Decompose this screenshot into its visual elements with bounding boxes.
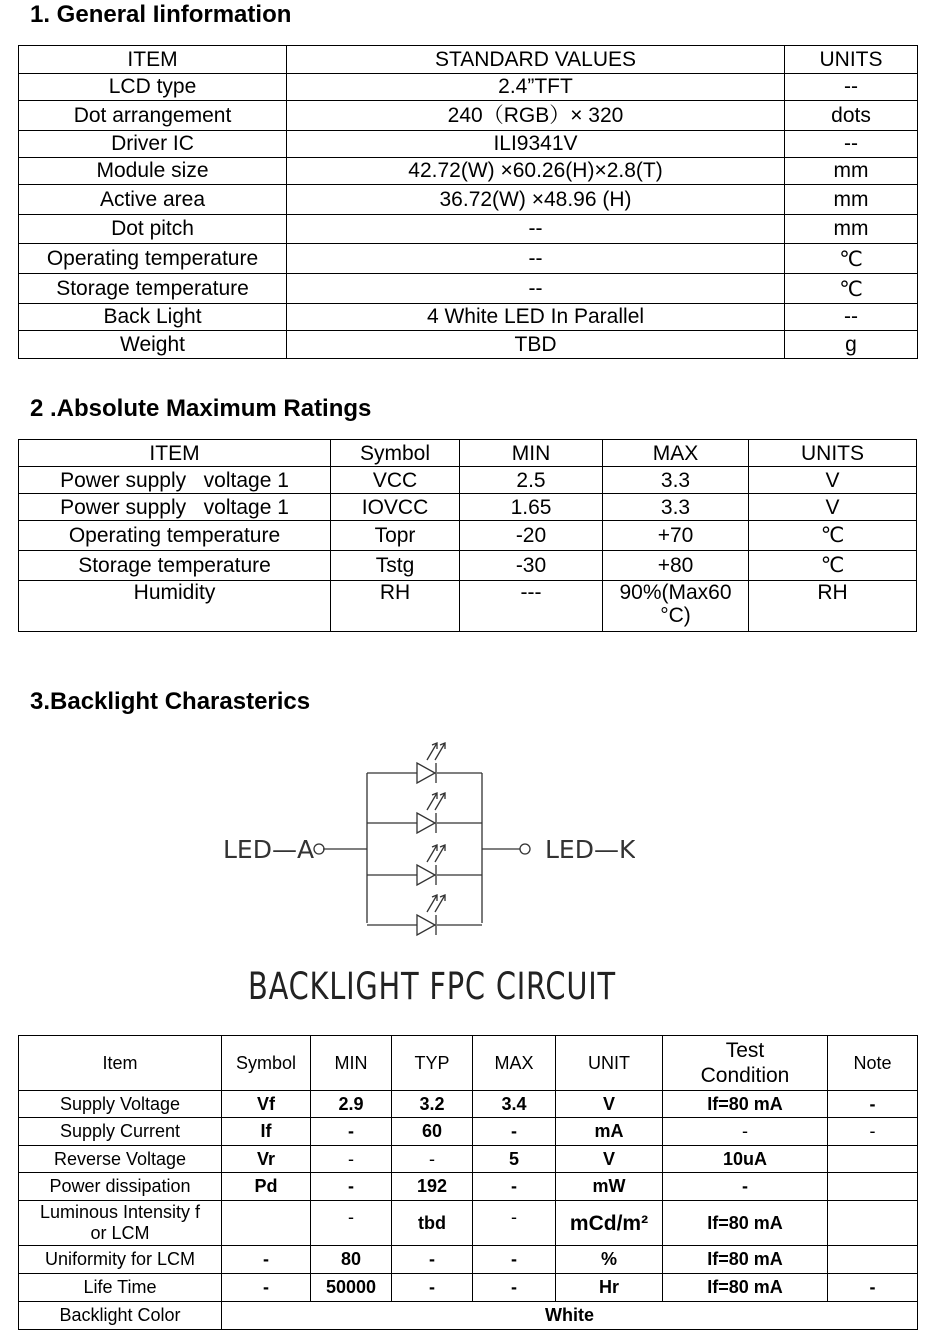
cell: Supply Current — [19, 1118, 222, 1146]
cell: Back Light — [19, 304, 287, 331]
cell: -- — [785, 74, 918, 101]
table-row — [19, 1302, 918, 1330]
cell: 3.4 — [473, 1091, 556, 1118]
header-cell: Test Condition — [663, 1036, 828, 1091]
table-row — [19, 131, 918, 158]
table-row — [19, 494, 917, 521]
cell: - — [473, 1173, 556, 1201]
cell: +80 — [603, 551, 749, 581]
led-array-diagram-icon — [215, 730, 635, 945]
header-cell: UNITS — [749, 440, 917, 467]
cell: - — [473, 1274, 556, 1302]
table-row — [19, 158, 918, 185]
cell: - — [311, 1201, 392, 1246]
cell: V — [749, 494, 917, 521]
cell: Luminous Intensity f or LCM — [19, 1201, 222, 1246]
cell: dots — [785, 101, 918, 131]
header-cell: MAX — [603, 440, 749, 467]
cell: RH — [331, 581, 460, 632]
table-row — [19, 304, 918, 331]
header-cell: Note — [828, 1036, 918, 1091]
cell: VCC — [331, 467, 460, 494]
cell: Humidity — [19, 581, 331, 632]
backlight-characteristics-table — [18, 1035, 918, 1330]
table-row — [19, 1118, 918, 1146]
cell: -20 — [460, 521, 603, 551]
cell: Storage temperature — [19, 551, 331, 581]
header-cell: UNITS — [785, 46, 918, 74]
cell: 10uA — [663, 1146, 828, 1173]
header-cell: MAX — [473, 1036, 556, 1091]
header-cell: Symbol — [331, 440, 460, 467]
table-row — [19, 74, 918, 101]
cell — [828, 1173, 918, 1201]
header-cell: STANDARD VALUES — [287, 46, 785, 74]
cell: Driver IC — [19, 131, 287, 158]
cell: 2.4”TFT — [287, 74, 785, 101]
cell: Topr — [331, 521, 460, 551]
cell: -- — [287, 274, 785, 304]
cell: mCd/m² — [556, 1201, 663, 1246]
cell: -- — [785, 131, 918, 158]
cell: 2.5 — [460, 467, 603, 494]
table-row — [19, 244, 918, 274]
led-anode-label: LED—A — [223, 835, 315, 864]
cell: 50000 — [311, 1274, 392, 1302]
cell: Power dissipation — [19, 1173, 222, 1201]
section1-heading: 1. General Iinformation — [30, 1, 292, 28]
cell: TBD — [287, 331, 785, 359]
table-row — [19, 185, 918, 215]
header-cell: ITEM — [19, 440, 331, 467]
cell: - — [311, 1146, 392, 1173]
cell: - — [392, 1274, 473, 1302]
cell: 240（RGB）× 320 — [287, 101, 785, 131]
table-header-row — [19, 46, 918, 74]
cell: V — [556, 1091, 663, 1118]
table-row — [19, 581, 917, 632]
circuit-title: BACKLIGHT FPC CIRCUIT — [248, 965, 616, 1008]
table-row — [19, 101, 918, 131]
cell: Dot pitch — [19, 215, 287, 244]
cell: Power supply voltage 1 — [19, 494, 331, 521]
section3-heading: 3.Backlight Charasterics — [30, 688, 311, 715]
header-cell: MIN — [460, 440, 603, 467]
cell: mW — [556, 1173, 663, 1201]
header-cell: UNIT — [556, 1036, 663, 1091]
cell: ℃ — [749, 521, 917, 551]
cell: - — [828, 1274, 918, 1302]
table-row — [19, 1091, 918, 1118]
cell: - — [392, 1246, 473, 1274]
cell: Dot arrangement — [19, 101, 287, 131]
led-1 — [367, 743, 482, 783]
absolute-max-ratings-table — [18, 439, 917, 632]
cell: tbd — [392, 1201, 473, 1246]
cell: +70 — [603, 521, 749, 551]
cell: 1.65 — [460, 494, 603, 521]
cell: ℃ — [785, 244, 918, 274]
cell: White — [222, 1302, 918, 1330]
cell: - — [473, 1201, 556, 1246]
table-header-row — [19, 1036, 918, 1091]
cell: mm — [785, 158, 918, 185]
cell: Vr — [222, 1146, 311, 1173]
cell: -- — [785, 304, 918, 331]
cell: ℃ — [749, 551, 917, 581]
cell: Storage temperature — [19, 274, 287, 304]
cell: If=80 mA — [663, 1201, 828, 1246]
cell: Power supply voltage 1 — [19, 467, 331, 494]
cell: Weight — [19, 331, 287, 359]
led-cathode-label: LED—K — [545, 835, 635, 864]
cell: - — [663, 1173, 828, 1201]
header-cell: ITEM — [19, 46, 287, 74]
cell: Backlight Color — [19, 1302, 222, 1330]
cell: Reverse Voltage — [19, 1146, 222, 1173]
cell: 3.2 — [392, 1091, 473, 1118]
cell: Life Time — [19, 1274, 222, 1302]
table-row — [19, 521, 917, 551]
cell: - — [828, 1091, 918, 1118]
cell: -- — [287, 215, 785, 244]
general-info-table — [18, 45, 918, 359]
header-cell: Symbol — [222, 1036, 311, 1091]
cell: 80 — [311, 1246, 392, 1274]
cell: If=80 mA — [663, 1274, 828, 1302]
cell: Hr — [556, 1274, 663, 1302]
cell — [828, 1146, 918, 1173]
cell: 90%(Max60 °C) — [603, 581, 749, 632]
cell: ILI9341V — [287, 131, 785, 158]
led-3 — [367, 845, 482, 885]
cell: V — [749, 467, 917, 494]
cell: 192 — [392, 1173, 473, 1201]
cell: --- — [460, 581, 603, 632]
cell: If=80 mA — [663, 1246, 828, 1274]
cell: - — [473, 1118, 556, 1146]
header-cell: MIN — [311, 1036, 392, 1091]
cell: RH — [749, 581, 917, 632]
cell: Tstg — [331, 551, 460, 581]
cell: 3.3 — [603, 494, 749, 521]
table-row — [19, 1201, 918, 1246]
led-2 — [367, 793, 482, 833]
cell: 3.3 — [603, 467, 749, 494]
cell — [828, 1201, 918, 1246]
led-4 — [367, 895, 482, 935]
cell: - — [311, 1118, 392, 1146]
cell: Vf — [222, 1091, 311, 1118]
cell: 2.9 — [311, 1091, 392, 1118]
cell — [222, 1201, 311, 1246]
cell: Module size — [19, 158, 287, 185]
cell — [828, 1246, 918, 1274]
table-row — [19, 215, 918, 244]
cell: - — [663, 1118, 828, 1146]
cell: 36.72(W) ×48.96 (H) — [287, 185, 785, 215]
cell: 60 — [392, 1118, 473, 1146]
table-row — [19, 1274, 918, 1302]
cell: Active area — [19, 185, 287, 215]
cell: IOVCC — [331, 494, 460, 521]
cell: LCD type — [19, 74, 287, 101]
header-cell: Item — [19, 1036, 222, 1091]
table-row — [19, 467, 917, 494]
table-row — [19, 1146, 918, 1173]
cell: 5 — [473, 1146, 556, 1173]
cell: Pd — [222, 1173, 311, 1201]
cell: - — [473, 1246, 556, 1274]
cell: - — [311, 1173, 392, 1201]
cell: Operating temperature — [19, 244, 287, 274]
cell: % — [556, 1246, 663, 1274]
section2-heading: 2 .Absolute Maximum Ratings — [30, 395, 372, 422]
table-row — [19, 1173, 918, 1201]
cell: Uniformity for LCM — [19, 1246, 222, 1274]
cell: 4 White LED In Parallel — [287, 304, 785, 331]
cell: -- — [287, 244, 785, 274]
cell: mA — [556, 1118, 663, 1146]
cell: mm — [785, 215, 918, 244]
cell: Operating temperature — [19, 521, 331, 551]
cell: Supply Voltage — [19, 1091, 222, 1118]
cell: If — [222, 1118, 311, 1146]
cell: - — [222, 1246, 311, 1274]
table-row — [19, 274, 918, 304]
cell: -30 — [460, 551, 603, 581]
cell: - — [828, 1118, 918, 1146]
table-row — [19, 331, 918, 359]
header-cell: TYP — [392, 1036, 473, 1091]
cell: If=80 mA — [663, 1091, 828, 1118]
cell: 42.72(W) ×60.26(H)×2.8(T) — [287, 158, 785, 185]
cell: mm — [785, 185, 918, 215]
table-row — [19, 1246, 918, 1274]
table-header-row — [19, 440, 917, 467]
cell: - — [222, 1274, 311, 1302]
cell: g — [785, 331, 918, 359]
cell: ℃ — [785, 274, 918, 304]
table-row — [19, 551, 917, 581]
cell: V — [556, 1146, 663, 1173]
cell: - — [392, 1146, 473, 1173]
